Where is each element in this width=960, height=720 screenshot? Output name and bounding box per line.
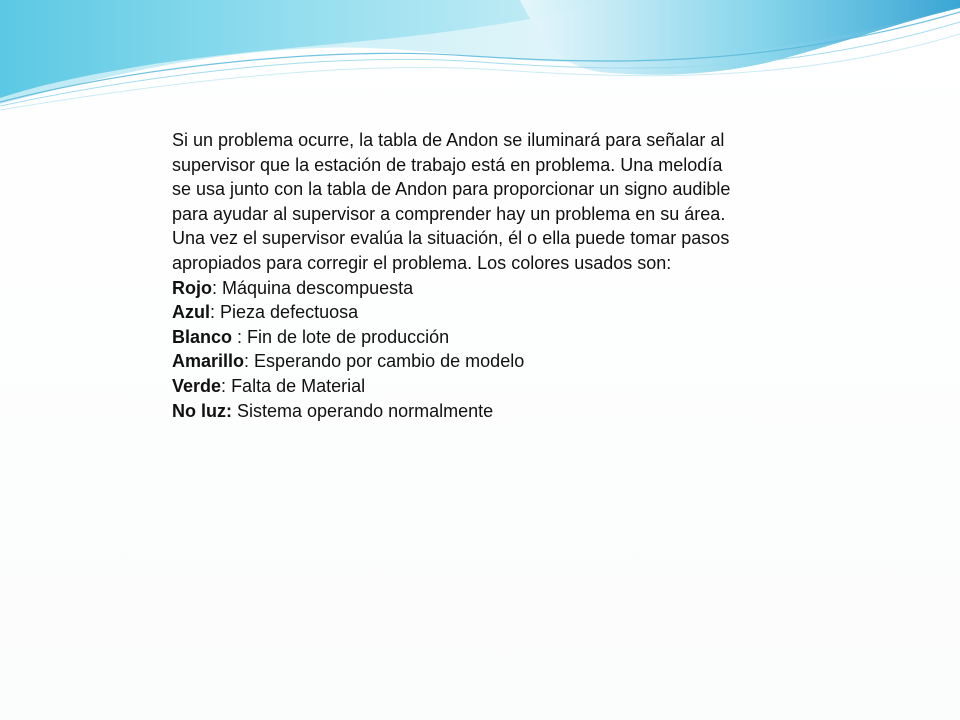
legend-desc-verde: Falta de Material [231,375,366,396]
legend-key-verde: Verde [172,375,222,396]
legend-sep-amarillo: : [244,351,255,372]
legend-key-no-luz: No luz: [172,400,232,421]
legend-sep-azul: : [210,302,221,323]
legend-key-blanco: Blanco [172,326,233,347]
legend-desc-rojo: Máquina descompuesta [222,277,414,298]
legend-line-no-luz [172,399,742,424]
legend-sep-rojo: : [212,277,223,298]
legend-key-azul: Azul [172,302,210,323]
legend-line-amarillo [172,349,742,374]
andon-description-paragraph: Si un problema ocurre, la tabla de Andon se iluminará para señalar al supervisor que la estación de trabajo está en problema. Una melodía se usa junto con la tabla de Andon para proporcionar un signo audible para ayudar al supervisor a comprender hay un problema en su área. Una vez el supervisor evalúa la situación, él o ella puede tomar pasos apropiados para corregir el problema. Los colores usados son: [172,130,731,273]
legend-desc-amarillo: Esperando por cambio de modelo [254,351,525,372]
legend-key-amarillo: Amarillo [172,351,245,372]
legend-key-rojo: Rojo [172,277,212,298]
slide-body-text [172,128,742,423]
legend-desc-no-luz: Sistema operando normalmente [237,400,494,421]
legend-sep-verde: : [221,375,232,396]
legend-sep-blanco: : [232,326,248,347]
legend-line-rojo [172,276,742,301]
legend-desc-blanco: Fin de lote de producción [247,326,450,347]
legend-line-verde [172,374,742,399]
legend-line-blanco [172,325,742,350]
wave-header-decoration [0,0,960,120]
legend-line-azul [172,300,742,325]
legend-desc-azul: Pieza defectuosa [220,302,359,323]
